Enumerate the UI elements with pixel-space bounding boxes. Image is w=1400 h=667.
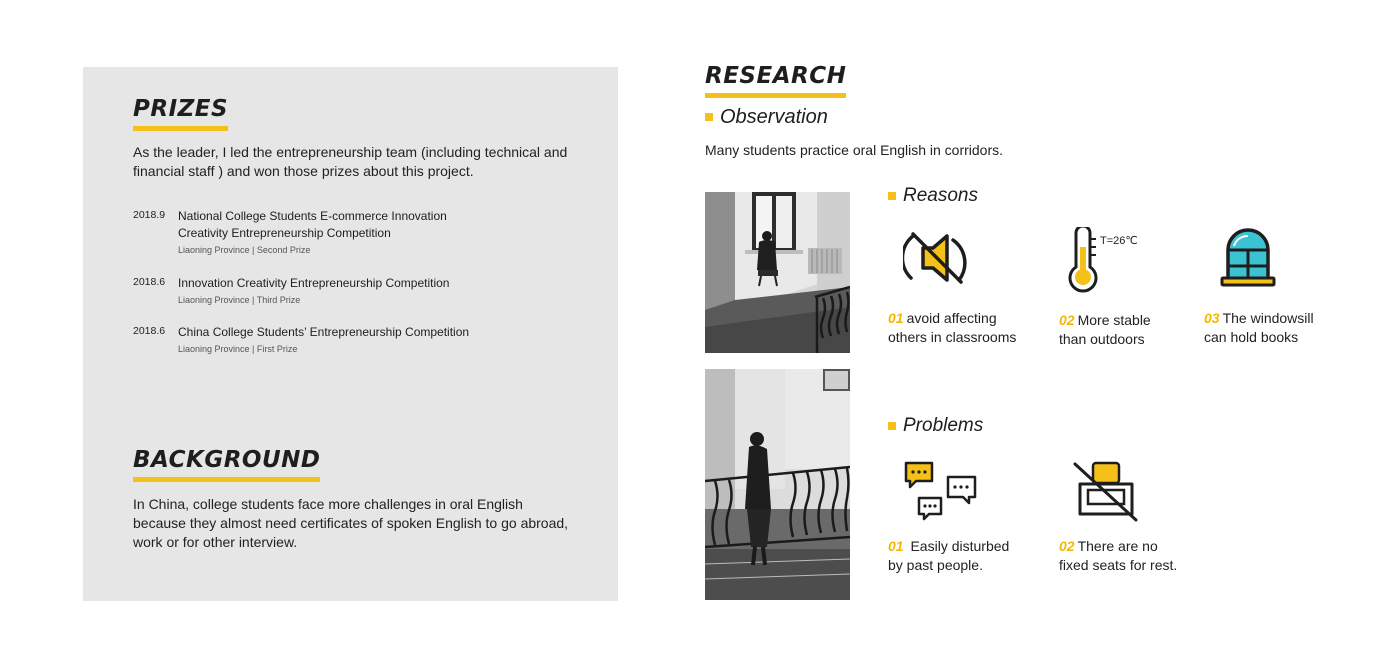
corridor-window-illustration: [705, 192, 850, 353]
observation-text: Many students practice oral English in corridors.: [705, 142, 1004, 158]
prize-item: [133, 209, 493, 255]
prize-date: 2018.9: [133, 209, 166, 221]
left-panel: [83, 67, 618, 601]
prize-title: [178, 208, 447, 242]
observation-heading: Observation: [720, 106, 828, 128]
stairwell-photo: [705, 369, 850, 600]
reason-caption-1: [888, 309, 1016, 347]
problem-line: There are no: [1077, 538, 1158, 554]
reasons-bullet: [888, 192, 896, 200]
reason-line: avoid affecting: [906, 310, 997, 326]
chat-bubbles-icon: [903, 460, 979, 522]
window-icon: [1220, 226, 1276, 288]
research-heading: RESEARCH: [705, 65, 846, 98]
prize-date: 2018.6: [133, 325, 166, 337]
thermometer-icon: [1063, 227, 1103, 293]
problem-line: by past people.: [888, 557, 983, 573]
problem-line: fixed seats for rest.: [1059, 557, 1178, 573]
reason-line: can hold books: [1204, 329, 1299, 345]
reason-number: 02: [1059, 312, 1075, 328]
prize-title-line: Creativity Entrepreneurship Competition: [178, 226, 391, 240]
background-text: In China, college students face more challenges in oral English because they almost need certificates of spoken English to go abroad, work or for other interview.: [133, 496, 569, 550]
prize-item: [133, 325, 493, 355]
prize-item: [133, 276, 493, 306]
problem-number: 01: [888, 538, 904, 554]
prize-date: 2018.6: [133, 276, 166, 288]
reason-number: 03: [1204, 310, 1220, 326]
prize-title: Innovation Creativity Entrepreneurship Competition: [178, 276, 450, 290]
reason-caption-2: [1059, 311, 1151, 349]
background-heading: BACKGROUND: [133, 449, 320, 482]
prize-detail: Liaoning Province | Second Prize: [178, 245, 311, 255]
reason-line: The windowsill: [1222, 310, 1314, 326]
prize-detail: Liaoning Province | First Prize: [178, 344, 298, 354]
corridor-window-photo: [705, 192, 850, 353]
prize-title-line: National College Students E-commerce Innovation: [178, 209, 447, 223]
no-seat-icon: [1070, 460, 1142, 522]
reason-caption-3: [1204, 309, 1314, 347]
problems-bullet: [888, 422, 896, 430]
problem-caption-2: [1059, 537, 1177, 575]
reason-line: More stable: [1077, 312, 1151, 328]
prize-title: China College Students’ Entrepreneurship Competition: [178, 325, 470, 339]
prizes-intro: As the leader, I led the entrepreneurship team (including technical and financial staff ) and won those prizes about this project.: [133, 144, 568, 179]
problem-caption-1: [888, 537, 1009, 575]
problem-line: Easily disturbed: [910, 538, 1010, 554]
reasons-heading: Reasons: [903, 185, 978, 206]
problem-number: 02: [1059, 538, 1075, 554]
stairwell-illustration: [705, 369, 850, 600]
reason-line: others in classrooms: [888, 329, 1017, 345]
temperature-label: T=26℃: [1100, 235, 1138, 247]
mute-speaker-icon: [903, 228, 969, 288]
prize-detail: Liaoning Province | Third Prize: [178, 295, 301, 305]
problems-heading: Problems: [903, 415, 984, 436]
reason-line: than outdoors: [1059, 331, 1145, 347]
reason-number: 01: [888, 310, 904, 326]
observation-bullet: [705, 113, 713, 121]
prizes-heading: PRIZES: [133, 98, 228, 131]
